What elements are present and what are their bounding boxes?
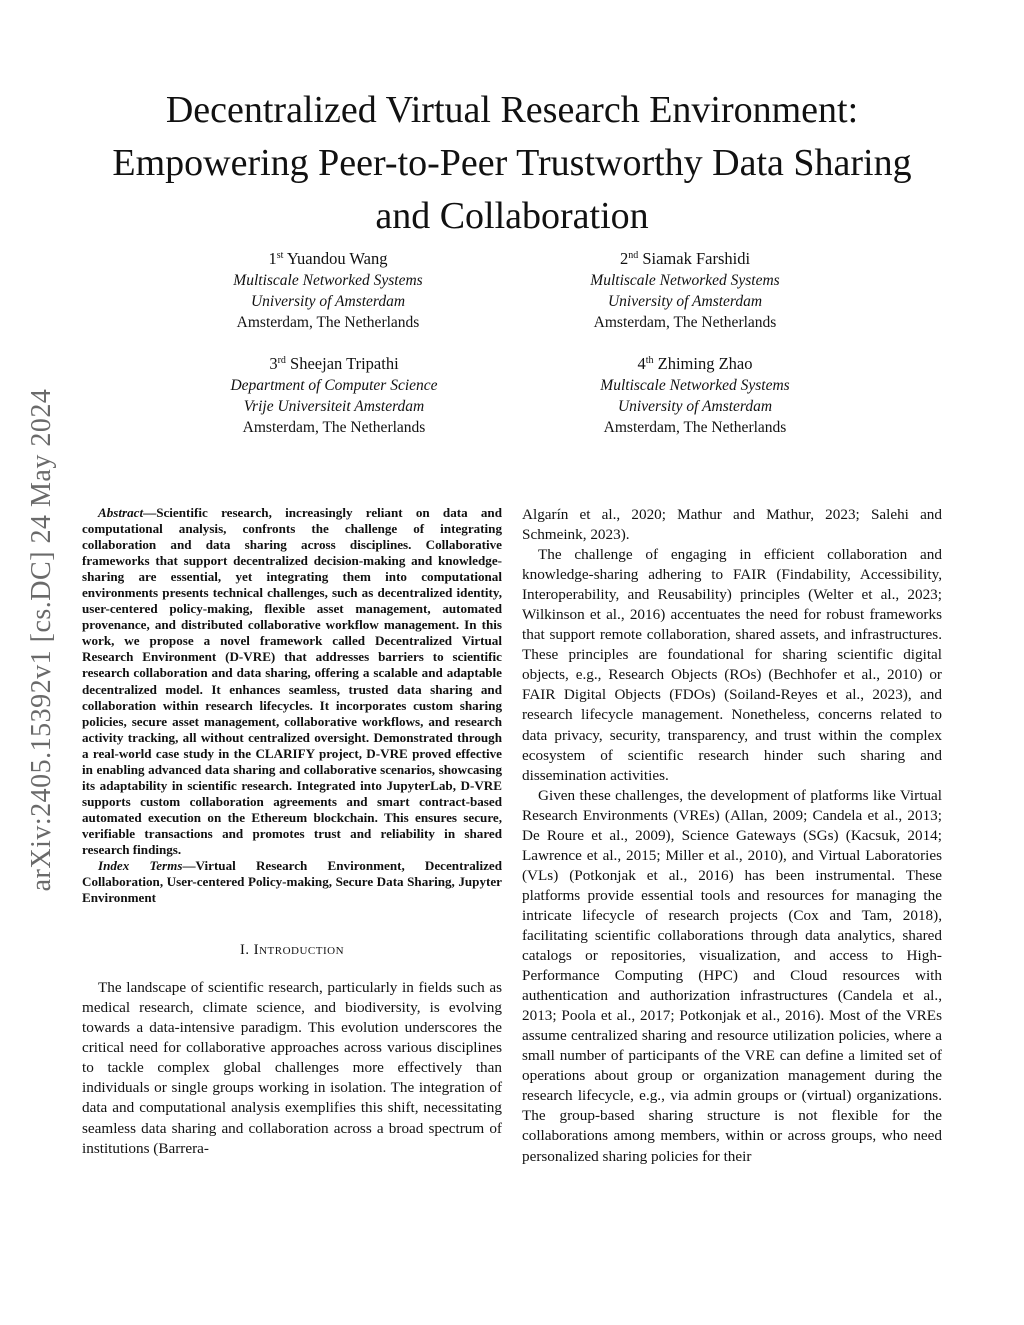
author-name: 3rd Sheejan Tripathi bbox=[269, 354, 399, 373]
author-location: Amsterdam, The Netherlands bbox=[593, 314, 777, 331]
title-line: Decentralized Virtual Research Environment: bbox=[165, 89, 859, 131]
section-number: I. bbox=[239, 942, 250, 959]
index-terms-label: Index Terms bbox=[98, 858, 183, 874]
author-name: 4th Zhiming Zhao bbox=[637, 354, 753, 373]
title-line: Empowering Peer-to-Peer Trustworthy Data Sharing bbox=[112, 142, 912, 184]
section-title: Introduction bbox=[253, 942, 345, 959]
author-institution: University of Amsterdam bbox=[250, 293, 406, 310]
left-column bbox=[82, 505, 502, 1159]
introduction-text bbox=[82, 978, 502, 1158]
author-block-1 bbox=[178, 248, 478, 333]
index-terms-dash: — bbox=[182, 858, 196, 874]
author-department: Department of Computer Science bbox=[230, 377, 438, 394]
abstract bbox=[82, 505, 502, 906]
paper-title bbox=[60, 84, 964, 243]
paragraph: Given these challenges, the development of platforms like Virtual Research Environments (VREs) (Allan, 2009; Candela et al., 2013; De Roure et al., 2009), Science Gateways (SGs) (Kacsuk, 2014; Lawrence et al., 2015; Miller et al., 2010), and Virtual Laboratories (VLs) (Potkonjak et al., 2016) has been instrumental. These platforms provide essential tools and resources for managing the intricate lifecycle of research projects (Cox and Tam, 2018), facilitating scientific collaborations through data analytics, shared catalogs or repositories, visualization, and access to High-Performance Computing (HPC) and Cloud resources with authentication and authorization infrastructures (Candela et al., 2013; Poola et al., 2017; Potkonjak et al., 2016). Most of the VREs assume centralized sharing and resource utilization policies, where a small number of participants of the VRE can define a limited set of operations about group or organization management during the research lifecycle, e.g., via admin groups or (virtual) organizations. The group-based sharing structure is not flexible for the collaborations among members, within or across groups, who need personalized sharing policies for their bbox=[522, 786, 942, 1165]
author-department: Multiscale Networked Systems bbox=[233, 272, 423, 289]
author-institution: University of Amsterdam bbox=[607, 293, 763, 310]
index-terms-text: Virtual Research Environment, Decentralized Collaboration, User-centered Policy-making, Secure Data Sharing, Jupyter Environment bbox=[82, 858, 502, 906]
author-location: Amsterdam, The Netherlands bbox=[242, 419, 426, 436]
author-location: Amsterdam, The Netherlands bbox=[603, 419, 787, 436]
author-block-2 bbox=[535, 248, 835, 333]
author-institution: University of Amsterdam bbox=[617, 398, 773, 415]
title-line: and Collaboration bbox=[375, 195, 649, 237]
author-name: 2nd Siamak Farshidi bbox=[619, 249, 751, 268]
author-block-3 bbox=[184, 353, 484, 438]
abstract-label: Abstract bbox=[98, 505, 144, 520]
abstract-dash: — bbox=[143, 505, 157, 520]
arxiv-sidebar bbox=[12, 340, 72, 940]
author-location: Amsterdam, The Netherlands bbox=[236, 314, 420, 331]
author-department: Multiscale Networked Systems bbox=[590, 272, 780, 289]
author-department: Multiscale Networked Systems bbox=[600, 377, 790, 394]
author-block-4 bbox=[545, 353, 845, 438]
paragraph: Algarín et al., 2020; Mathur and Mathur, 2023; Salehi and Schmeink, 2023). bbox=[522, 506, 942, 544]
author-institution: Vrije Universiteit Amsterdam bbox=[243, 398, 425, 415]
author-name: 1st Yuandou Wang bbox=[268, 249, 388, 268]
right-column bbox=[522, 505, 942, 1167]
section-heading bbox=[82, 942, 502, 959]
abstract-text: Scientific research, increasingly reliant on data and computational analysis, confronts the challenge of integrating collaboration and data sharing across disciplines. Collaborative frameworks that support decentralized decision-making and knowledge-sharing are essential, yet integrating them into computational environments presents technical challenges, such as decentralized identity, user-centered policy-making, flexible asset management, automated provenance, and distributed collaborative workflow management. In this work, we propose a novel framework called Decentralized Virtual Research Environment (D-VRE) that addresses barriers to scientific research collaboration and data sharing, offering a scalable and adaptable decentralized model. It enhances seamless, trusted data sharing and collaboration within research lifecycles. It incorporates custom sharing policies, secure asset management, collaborative workflows, and research activity tracking, all without centralized oversight. Demonstrated through a real-world case study in the CLARIFY project, D-VRE proved effective in enabling advanced data sharing and collaborative scenarios, showcasing its adaptability in scientific research. Integrated into JupyterLab, D-VRE supports custom collaboration agreements and smart contract-based automated execution on the Ethereum blockchain. This ensures secure, verifiable transactions and promotes trust and reliability in shared research findings. bbox=[82, 505, 502, 857]
paragraph: The challenge of engaging in efficient collaboration and knowledge-sharing adhering to FAIR (Findability, Accessibility, Interoperability, and Reusability) principles (Welter et al., 2023; Wilkinson et al., 2016) accentuates the need for robust frameworks that support remote collaboration, shared assets, and infrastructures. These principles are foundational for sharing scientific digital objects, e.g., Research Objects (ROs) (Bechhofer et al., 2010) or FAIR Digital Objects (FDOs) (Soiland-Reyes et al., 2023), and research lifecycle management. Nonetheless, concerns related to data privacy, security, transparency, and trust within the complex ecosystem of scientific research hinder such sharing and dissemination activities. bbox=[522, 546, 942, 784]
paragraph: The landscape of scientific research, particularly in fields such as medical research, climate science, and biodiversity, is evolving towards a data-intensive paradigm. This evolution underscores the critical need for collaborative approaches across various disciplines to tackle complex global challenges more effectively than individuals or single groups working in isolation. The integration of data and computational analysis exemplifies this shift, necessitating seamless data sharing and collaboration across a broad spectrum of institutions (Barrera- bbox=[82, 979, 502, 1157]
arxiv-identifier[interactable]: arXiv:2405.15392v1 [cs.DC] 24 May 2024 bbox=[26, 388, 57, 892]
